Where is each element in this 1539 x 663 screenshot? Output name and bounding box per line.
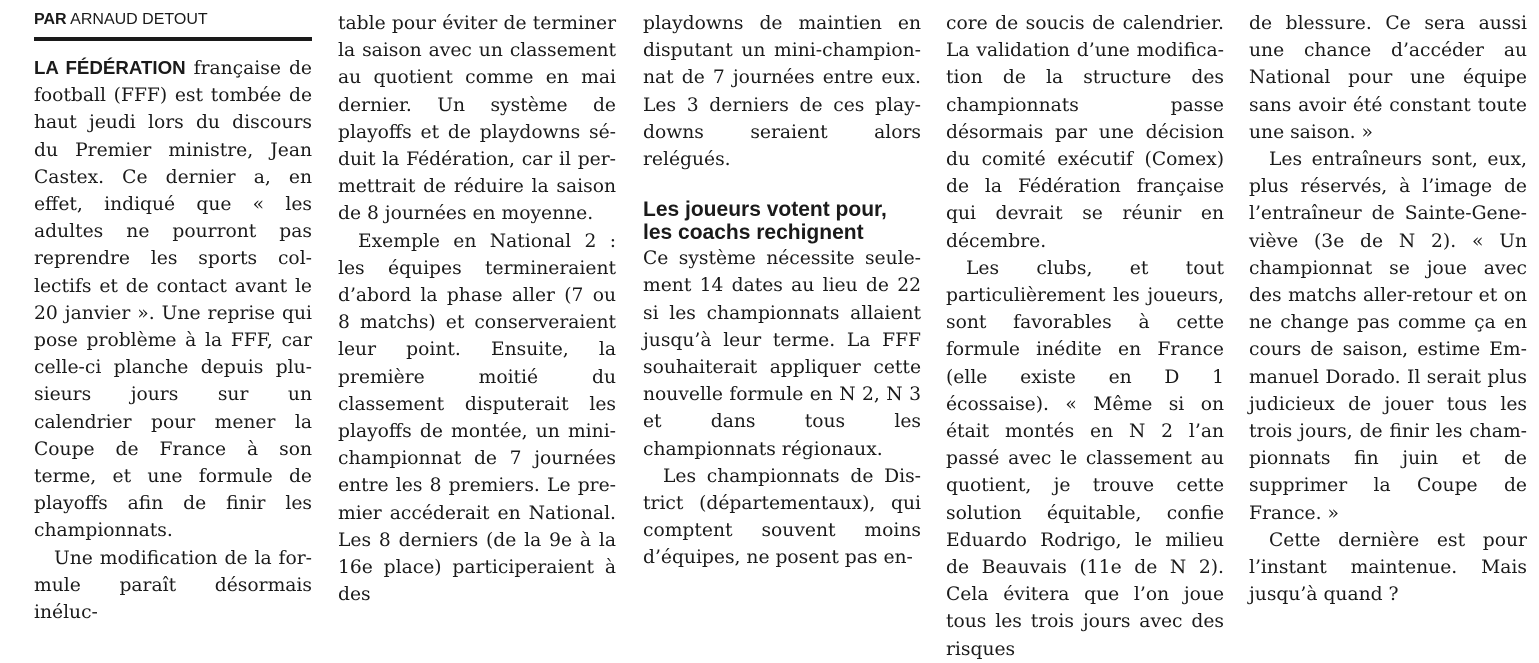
column-5 [1249,10,1527,606]
paragraph: table pour éviter de terminer la saison avec un classement au quotient comme en mai dernier. Un système de playoffs et de playdowns séduit la Fédération, car il permettrait de réduire la saison de 8 journées en moyenne. [338,13,616,225]
paragraph: Ce système nécessite seulement 14 dates au lieu de 22 si les championnats allaient jusqu’à leur terme. La FFF souhaiterait appliquer cette nouvelle formule en N 2, N 3 et dans tous les championnats régionaux. [643,248,921,460]
lead-in: LA FÉDÉRATION [34,57,186,78]
paragraph: playdowns de maintien en disputant un mini-championnat de 7 journées entre eux. Les 3 derniers de ces playdowns seraient alors relégués. [643,13,921,171]
paragraph: Les championnats de District (départementaux), qui comptent souvent moins d’équipes, ne posent pas en- [643,465,921,569]
subheading-line: Les joueurs votent pour, [643,198,887,222]
byline-author: ARNAUD DETOUT [70,11,208,28]
paragraph: de blessure. Ce sera aussi une chance d’accéder au National pour une équipe sans avoir été constant toute une saison. » [1249,13,1527,143]
column-3 [643,10,921,569]
byline [34,10,312,41]
subheading [643,198,921,244]
subheading-line: les coachs rechignent [643,221,864,245]
column-1 [34,10,312,624]
byline-par: PAR [34,11,67,28]
paragraph-text: française de football (FFF) est tombée de haut jeudi lors du discours du Premier ministre, Jean Castex. Ce dernier a, en effet, indiqué que « les adultes ne pourront pas reprendre les sports collectifs et de contact avant le 20 janvier ». Une reprise qui pose problème à la FFF, car celle-ci planche depuis plusieurs jours sur un calendrier pour mener la Coupe de France à son terme, et une formule de playoffs afin de finir les championnats. [34,58,312,542]
paragraph: Cette dernière est pour l’instant maintenue. Mais jusqu’à quand ? [1249,529,1527,606]
column-4 [946,10,1224,660]
paragraph: Exemple en National 2 : les équipes termineraient d’abord la phase aller (7 ou 8 matchs) et conserveraient leur point. Ensuite, la première moitié du classement disputerait les playoffs de montée, un mini-championnat de 7 journées entre les 8 premiers. Le premier accéderait en National. Les 8 derniers (de la 9e à la 16e place) participeraient à des [338,230,616,606]
paragraph: core de soucis de calendrier. La validation d’une modification de la structure des championnats passe désormais par une décision du comité exécutif (Comex) de la Fédération française qui devrait se réunir en décembre. [946,13,1224,252]
paragraph [34,54,312,545]
paragraph: Les clubs, et tout particulièrement les joueurs, sont favorables à cette formule inédite en France (elle existe en D 1 écossaise). « Même si on était montés en N 2 l’an passé avec le classement au quotient, je trouve cette solution équitable, confie Eduardo Rodrigo, le milieu de Beauvais (11e de N 2). Cela évitera que l’on joue tous les trois jours avec des risques [946,257,1224,660]
column-2 [338,10,616,606]
paragraph: Une modification de la formule paraît désormais inéluc- [34,547,312,624]
paragraph: Les entraîneurs sont, eux, plus réservés, à l’image de l’entraîneur de Sainte-Geneviève (3e de N 2). « Un championnat se joue avec des matchs aller-retour et on ne change pas comme ça en cours de saison, estime Emmanuel Dorado. Il serait plus judicieux de jouer tous les trois jours, de finir les championnats fin juin et de supprimer la Coupe de France. » [1249,149,1527,524]
